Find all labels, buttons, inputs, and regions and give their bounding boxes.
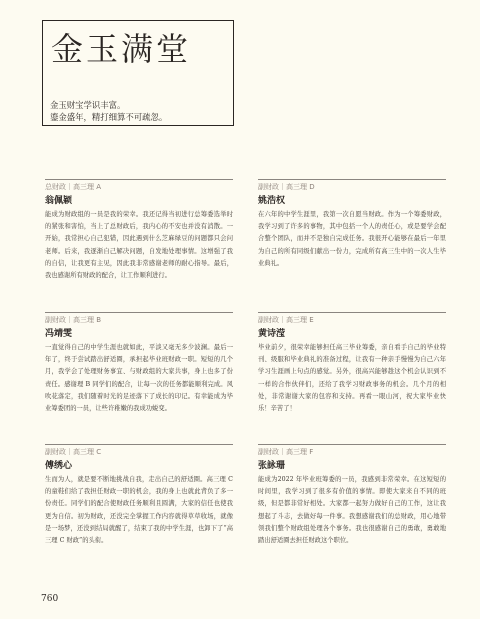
page-subtitle [50,99,167,123]
profile-card [45,444,233,547]
profile-card [258,179,446,270]
card-role: 副财政｜高三理 F [258,448,314,456]
card-divider [45,444,233,445]
card-name: 姚浩权 [258,196,286,206]
card-divider [45,179,233,180]
card-name: 翁佩颖 [45,196,73,206]
card-divider [258,312,446,313]
title-box [42,20,234,126]
card-role: 副财政｜高三理 E [258,316,314,324]
card-body: 毕业前夕，很荣幸能够担任高三毕业筹委，亲自看手自己的毕业特刊、级服和毕业典礼的准备过程，让我有一种亲手慢慢为自己六年学习生涯画上句点的感觉。另外，很高兴能够趁这个机会认识到不一样的合作伙伴们，还给了我学习财政事务的机会。几个月的相处，非常谢谢大家的包容和支持。再看一眼山河，祝大家毕业快乐！辛苦了！ [258,344,446,413]
card-body: 能成为财政组的一员是我的荣幸。我还记得当初进行总筹委选举时的紧张和害怕，当上了总财政后，我内心的不安也并没有消散。一开始，我常担心自己犯错，因此遇到什么芝麻绿豆的问题都只会问老师。后来，我逐渐自己解决问题，自发地处理事情。这增强了我的自信，让我更有主见，因此我非常感谢老师的耐心指导。最后，我也感谢所有财政的配合，让工作顺利进行。 [45,211,233,280]
subtitle-line-1: 金玉财宝学识丰富。 [50,100,126,110]
card-body: 一直觉得自己的中学生涯也就如此，平淡又毫无多少波澜。最后一年了，终于尝试踏出舒适圈，承担起毕业班财政一职。短短的几个月，我学会了处理财务事宜、与财政组的大家共事，身上也多了份责任。感谢理 B 同学们的配合，让每一次的任务都能顺利完成。风吹花落定，我们随着时光的足迹落下了成长的印记。有幸能成为毕业筹委团的一员，让些许稚嫩的我成功蜕变。 [45,344,233,413]
profile-card [45,179,233,282]
card-role: 总财政｜高三理 A [45,183,102,191]
card-role: 副财政｜高三理 C [45,448,102,456]
card-name: 张詠珊 [258,461,286,471]
profile-card [258,444,446,547]
card-body: 在六年的中学生涯里，我第一次自愿当财政。作为一个筹委财政，我学习到了许多的事物，其中包括一个人的责任心，或是要学会配合整个团队，而并不是独自完成任务。我很开心能够在最后一年里为自己的所有同级们献出一份力，完成所有高三生中的一次人生毕业典礼。 [258,211,446,267]
card-divider [258,179,446,180]
subtitle-line-2: 鎏金盛年，精打细算不可疏忽。 [50,112,168,122]
card-body: 能成为2022 年毕业班筹委的一员，我感到非常荣幸。在这短短的时间里，我学习到了很多有价值的事情。即使大家来自不同的班级，但是都非常好相处。大家都一起努力做好自己的工作，这让我想起了斗志，去做好每一件事。我想感谢我们的总财政，用心地带领我们整个财政组处理各个事务。我也很感谢自己的勇敢，勇敢地踏出舒适圈去担任财政这个职位。 [258,476,446,545]
profile-card [258,312,446,415]
card-name: 傅绣心 [45,461,73,471]
card-name: 冯靖雯 [45,329,73,339]
card-divider [258,444,446,445]
card-divider [45,312,233,313]
card-name: 黄诗滢 [258,329,286,339]
card-body: 生而为人，就是要不断地挑战自我，走出自己的舒适圈。高三理 C 的童鞋们给了我担任财政一职的机会，我的身上也就此背负了多一份责任。同学们的配合使财政任务顺利且圆满，大家的信任也使我更为自信。初为财政，还没完全掌握工作内容就得草草收场，就像是一场梦，还没到结局就醒了，结束了我的中学生涯，也卸下了“高三理 C 财政”的头衔。 [45,476,233,545]
page-title: 金玉满堂 [51,30,192,68]
card-role: 副财政｜高三理 D [258,183,315,191]
page-number: 760 [41,594,59,604]
card-role: 副财政｜高三理 B [45,316,102,324]
profile-card [45,312,233,415]
